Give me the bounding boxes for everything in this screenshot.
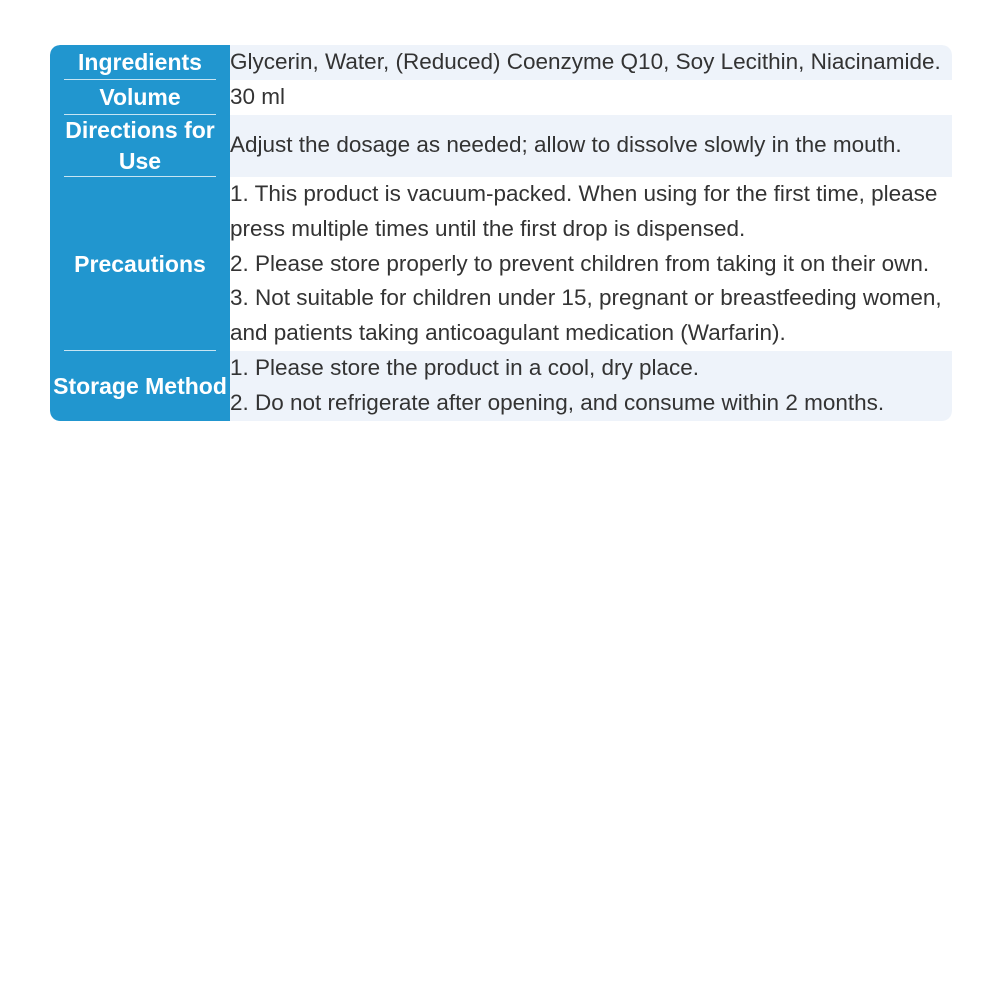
row-label-directions-for-use [50,115,230,177]
row-value-directions-for-use [230,115,952,177]
value-line: 3. Not suitable for children under 15, pregnant or breastfeeding women, and patients taking anticoagulant medication (Warfarin). [230,285,948,346]
value-line: 1. This product is vacuum-packed. When using for the first time, please press multiple times until the first drop is dispensed. [230,180,944,241]
value-line: 1. Please store the product in a cool, dry place. [230,355,700,381]
row-label-ingredients [50,45,230,80]
value-line: 2. Please store properly to prevent children from taking it on their own. [230,250,930,276]
value-line: Adjust the dosage as needed; allow to dissolve slowly in the mouth. [230,132,902,158]
row-label-text: Ingredients [78,48,202,75]
row-label-precautions [50,177,230,351]
table-row [50,115,952,177]
product-spec-table [50,45,952,421]
row-label-storage-method [50,351,230,421]
value-line: 2. Do not refrigerate after opening, and consume within 2 months. [230,390,885,416]
row-label-text: Precautions [74,250,206,277]
row-value-precautions [230,177,952,351]
table-row [50,45,952,80]
row-label-text: Directions for Use [65,116,215,174]
row-label-text: Storage Method [53,372,227,399]
row-label-text: Volume [99,83,181,110]
row-label-volume [50,80,230,115]
row-value-volume [230,80,952,115]
row-value-ingredients [230,45,952,80]
value-line: Glycerin, Water, (Reduced) Coenzyme Q10, Soy Lecithin, Niacinamide. [230,49,941,74]
value-line: 30 ml [230,83,286,109]
table-row [50,351,952,421]
row-value-storage-method [230,351,952,421]
table-row [50,177,952,351]
table-row [50,80,952,115]
